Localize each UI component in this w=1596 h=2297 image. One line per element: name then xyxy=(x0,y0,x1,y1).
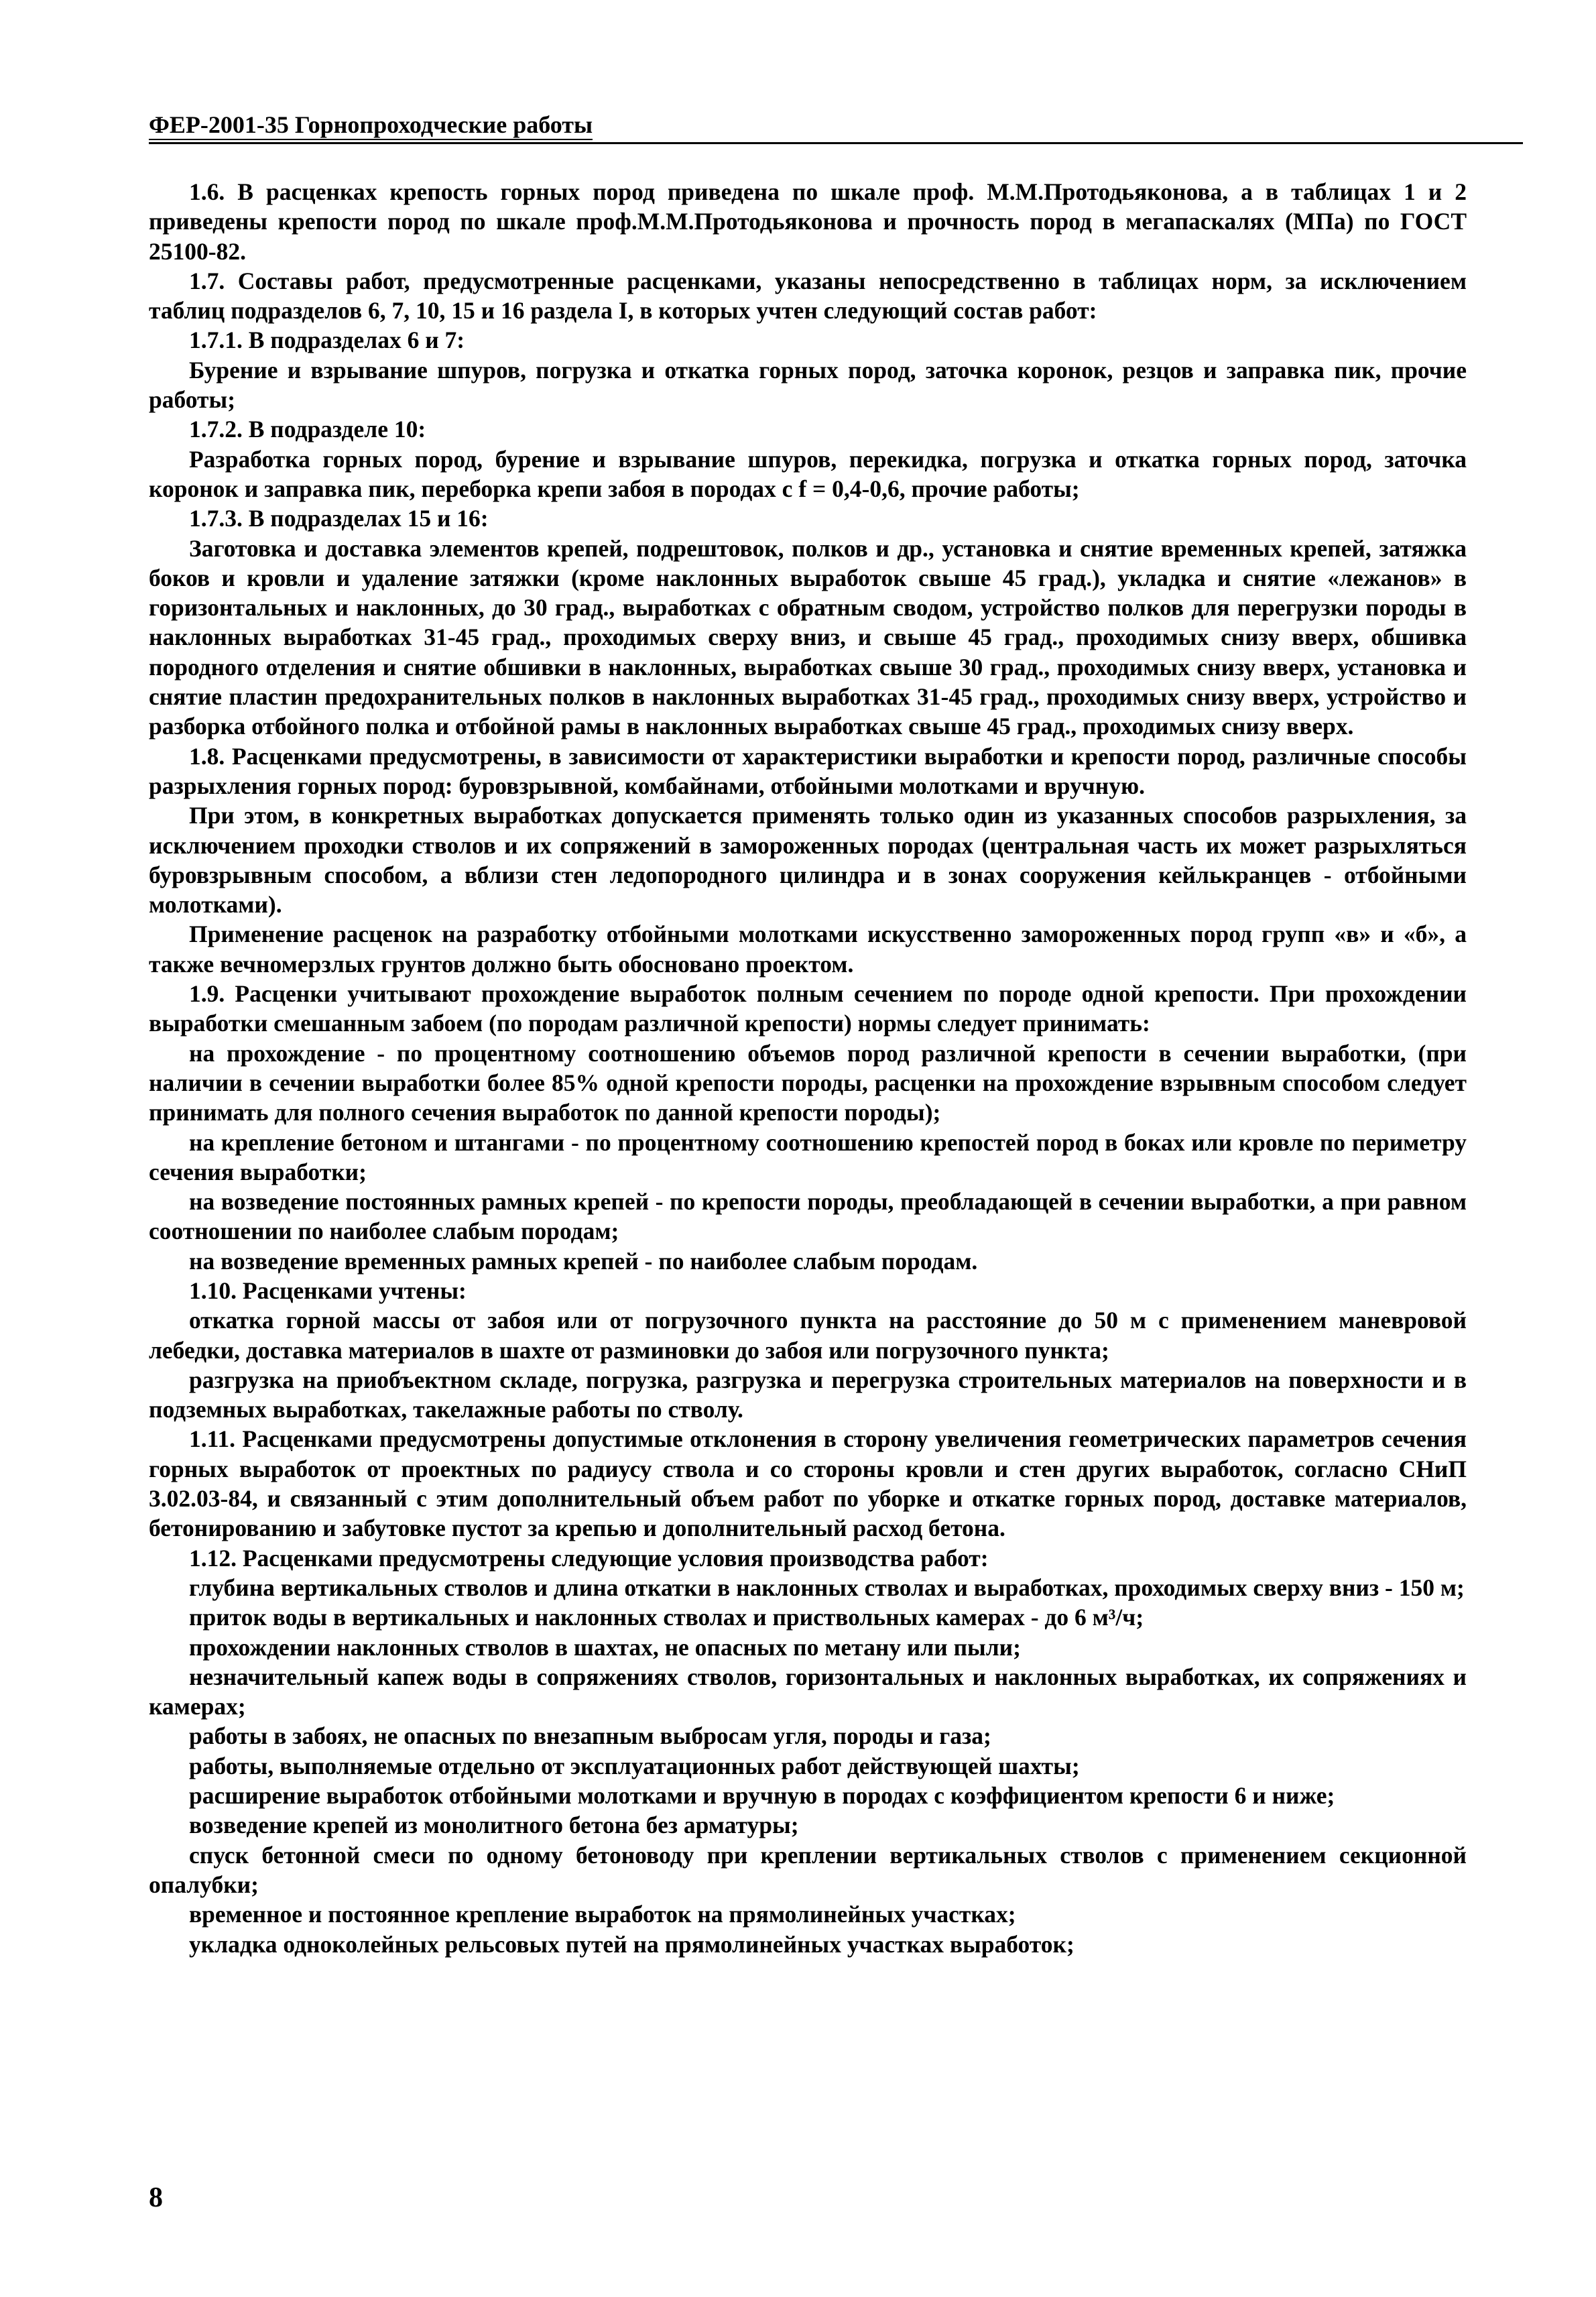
paragraph: 1.9. Расценки учитывают прохождение выработок полным сечением по породе одной крепости. При прохождении выработки смешанным забоем (по породам различной крепости) нормы следует принимать: xyxy=(149,980,1467,1037)
page-number: 8 xyxy=(149,2182,163,2213)
paragraph: 1.7.1. В подразделах 6 и 7: xyxy=(189,327,465,354)
paragraph: на возведение постоянных рамных крепей - по крепости породы, преобладающей в сечении выработки, а при равном соотношении по наиболее слабым породам; xyxy=(149,1188,1467,1245)
paragraph: приток воды в вертикальных и наклонных стволах и приствольных камерах - до 6 м³/ч; xyxy=(189,1604,1144,1631)
paragraph: на крепление бетоном и штангами - по процентному соотношению крепостей пород в боках или кровле по периметру сечения выработки; xyxy=(149,1128,1467,1185)
paragraph: 1.10. Расценками учтены: xyxy=(189,1277,467,1304)
body-text xyxy=(149,177,1467,1959)
paragraph: Заготовка и доставка элементов крепей, подрештовок, полков и др., установка и снятие временных крепей, затяжка боков и кровли и удаление затяжки (кроме наклонных выработок свыше 45 град.), укладка и снятие «лежанов» в горизонтальных и наклонных, до 30 град., выработках с обратным сводом, устройство полков для перегрузки породы в наклонных выработках 31-45 град., проходимых сверху вниз, и свыше 45 град., проходимых снизу вверх, обшивка породного отделения и снятие обшивки в наклонных, выработках свыше 30 град., проходимых снизу вверх, установка и снятие пластин предохранительных полков в наклонных выработках 31-45 град., проходимых снизу вверх, устройство и разборка отбойного полка и отбойной рамы в наклонных выработках свыше 45 град., проходимых снизу вверх. xyxy=(149,534,1467,740)
paragraph: незначительный капеж воды в сопряжениях стволов, горизонтальных и наклонных выработках, их сопряжениях и камерах; xyxy=(149,1663,1467,1720)
paragraph: 1.6. В расценках крепость горных пород приведена по шкале проф. М.М.Протодьяконова, а в таблицах 1 и 2 приведены крепости пород по шкале проф.М.М.Протодьяконова и прочность пород в мегапаскалях (МПа) по ГОСТ 25100-82. xyxy=(149,178,1467,265)
running-header xyxy=(149,107,1523,144)
paragraph: откатка горной массы от забоя или от погрузочного пункта на расстояние до 50 м с применением маневровой лебедки, доставка материалов в шахте от разминовки до забоя или погрузочного пункта; xyxy=(149,1307,1467,1364)
paragraph: глубина вертикальных стволов и длина откатки в наклонных стволах и выработках, проходимых сверху вниз - 150 м; xyxy=(189,1574,1465,1601)
paragraph: возведение крепей из монолитного бетона без арматуры; xyxy=(189,1812,799,1839)
paragraph: разгрузка на приобъектном складе, погрузка, разгрузка и перегрузка строительных материалов на поверхности и в подземных выработках, такелажные работы по стволу. xyxy=(149,1366,1467,1423)
paragraph: укладка одноколейных рельсовых путей на прямолинейных участках выработок; xyxy=(189,1930,1075,1958)
paragraph: работы в забоях, не опасных по внезапным выбросам угля, породы и газа; xyxy=(189,1722,991,1750)
paragraph: Бурение и взрывание шпуров, погрузка и откатка горных пород, заточка коронок, резцов и заправка пик, прочие работы; xyxy=(149,356,1467,414)
paragraph: работы, выполняемые отдельно от эксплуатационных работ действующей шахты; xyxy=(189,1752,1080,1779)
paragraph: При этом, в конкретных выработках допускается применять только один из указанных способов разрыхления, за исключением проходки стволов и их сопряжений в замороженных породах (центральная часть их может разрыхляться буровзрывным способом, а вблизи стен ледопородного цилиндра и в зонах сооружения кейлькранцев - отбойными молотками). xyxy=(149,802,1467,919)
paragraph: 1.8. Расценками предусмотрены, в зависимости от характеристики выработки и крепости пород, различные способы разрыхления горных пород: буровзрывной, комбайнами, отбойными молотками и вручную. xyxy=(149,742,1467,799)
paragraph: 1.11. Расценками предусмотрены допустимые отклонения в сторону увеличения геометрических параметров сечения горных выработок от проектных по радиусу ствола и со стороны кровли и стен других выработок, согласно СНиП 3.02.03-84, и связанный с этим дополнительный объем работ по уборке и откатке горных пород, доставке материалов, бетонированию и забутовке пустот за крепью и дополнительный расход бетона. xyxy=(149,1425,1467,1542)
paragraph: 1.7.2. В подразделе 10: xyxy=(189,416,426,443)
paragraph: расширение выработок отбойными молотками и вручную в породах с коэффициентом крепости 6 и ниже; xyxy=(189,1782,1335,1810)
paragraph: Применение расценок на разработку отбойными молотками искусственно замороженных пород групп «в» и «б», а также вечномерзлых грунтов должно быть обосновано проектом. xyxy=(149,921,1467,978)
paragraph: прохождении наклонных стволов в шахтах, не опасных по метану или пыли; xyxy=(189,1633,1021,1661)
paragraph: 1.7. Составы работ, предусмотренные расценками, указаны непосредственно в таблицах норм, за исключением таблиц подразделов 6, 7, 10, 15 и 16 раздела I, в которых учтен следующий состав работ: xyxy=(149,267,1467,325)
paragraph: Разработка горных пород, бурение и взрывание шпуров, перекидка, погрузка и откатка горных пород, заточка коронок и заправка пик, переборка крепи забоя в породах с f = 0,4-0,6, прочие работы; xyxy=(149,445,1467,502)
paragraph: 1.12. Расценками предусмотрены следующие условия производства работ: xyxy=(189,1544,989,1572)
paragraph: на возведение временных рамных крепей - по наиболее слабым породам. xyxy=(189,1247,978,1275)
paragraph: временное и постоянное крепление выработок на прямолинейных участках; xyxy=(189,1901,1016,1928)
header-title: ФЕР-2001-35 Горнопроходческие работы xyxy=(149,111,593,138)
paragraph: спуск бетонной смеси по одному бетоноводу при креплении вертикальных стволов с применением секционной опалубки; xyxy=(149,1841,1467,1898)
paragraph: на прохождение - по процентному соотношению объемов пород различной крепости в сечении выработки, (при наличии в сечении выработки более 85% одной крепости породы, расценки на прохождение взрывным способом следует принимать для полного сечения выработок по данной крепости породы); xyxy=(149,1039,1467,1126)
paragraph: 1.7.3. В подразделах 15 и 16: xyxy=(189,505,489,532)
